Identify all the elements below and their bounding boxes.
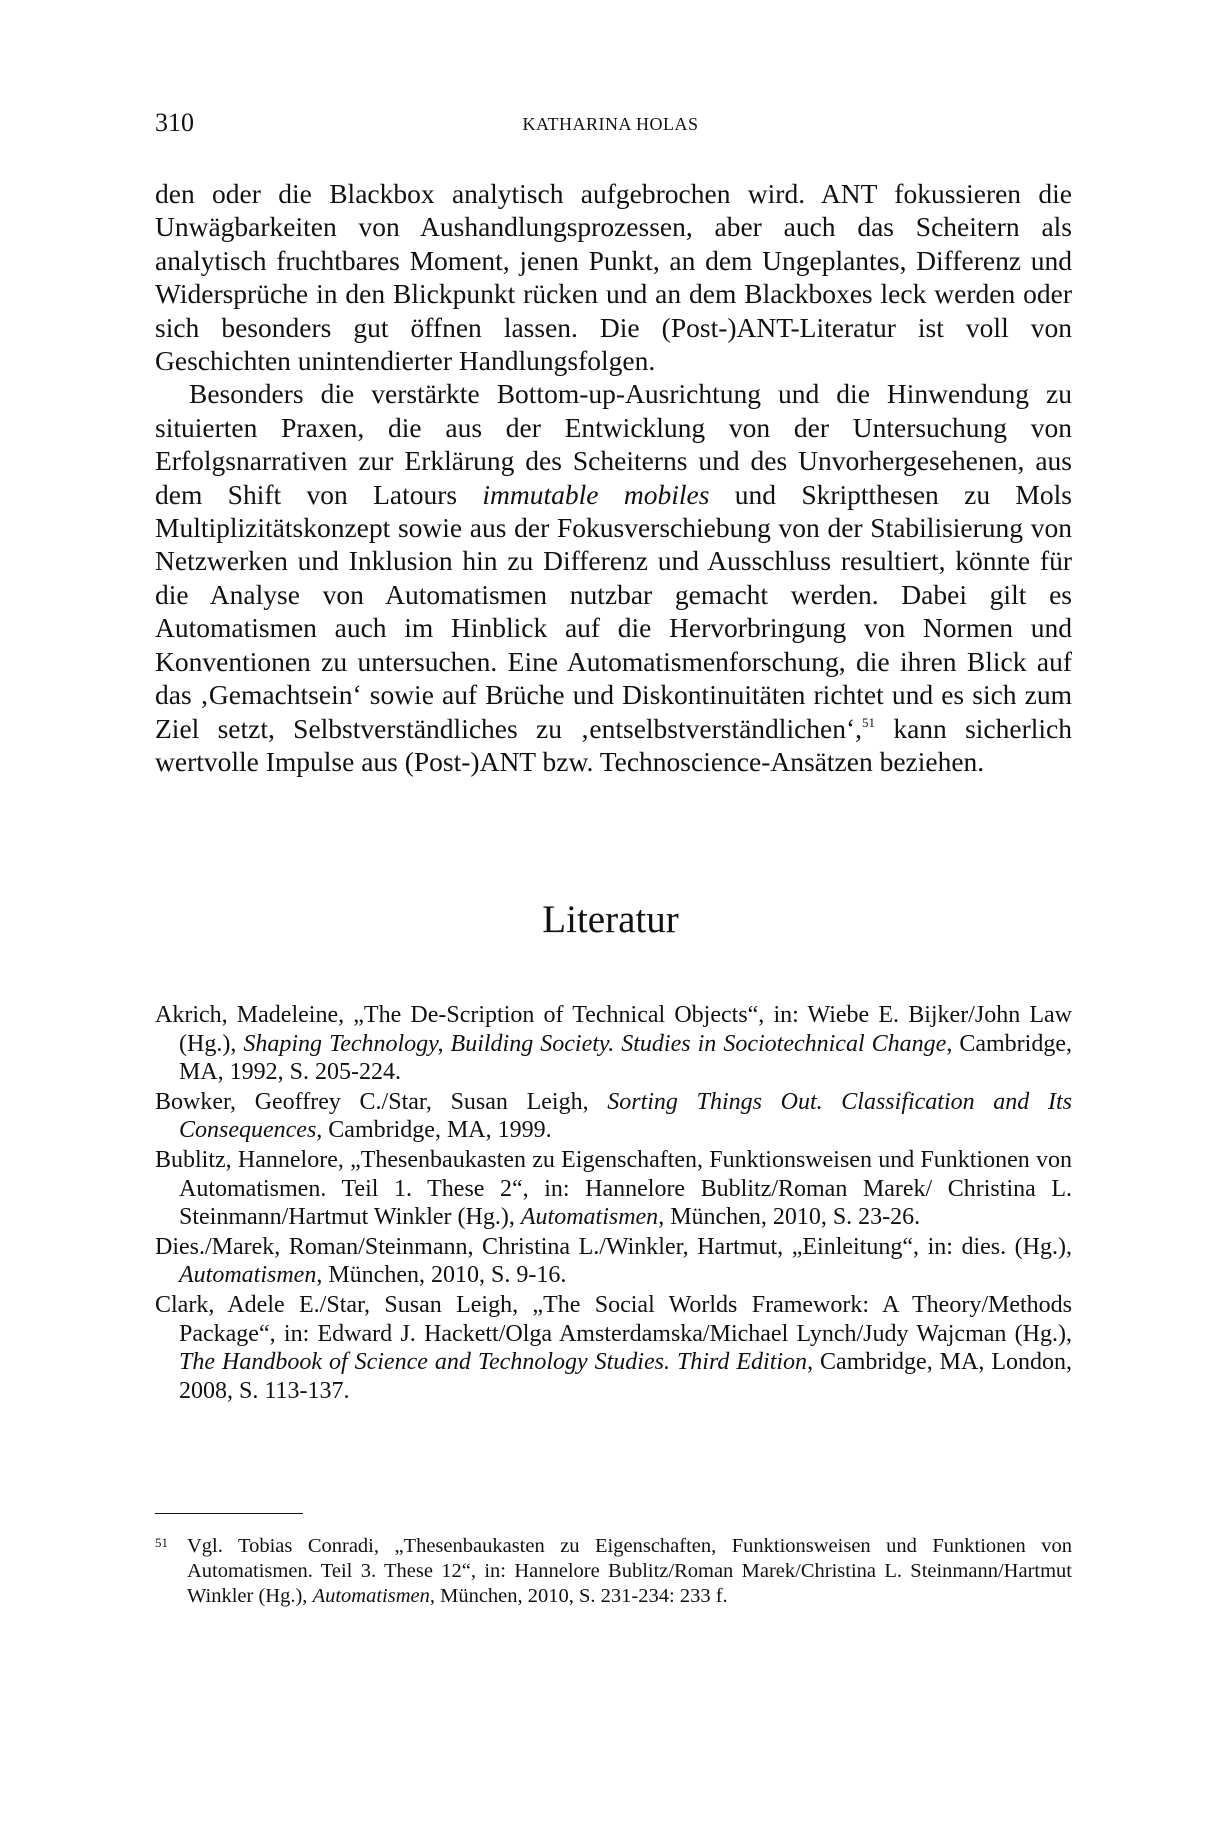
reference-entry	[155, 1146, 1072, 1232]
footnote	[155, 1534, 1072, 1609]
reference-title: Shaping Technology, Building Society. Studies in Sociotechnical Change	[243, 1030, 947, 1057]
footnote-text-part: Vgl. Tobias Conradi, „Thesenbaukasten zu Eigenschaften, Funktionsweisen und Funktionen von Automatismen. Teil 3. These 12“, in: Hannelore Bublitz/Roman Marek/Christina L. Steinmann/Hartmut Winkler (Hg.),	[187, 1535, 1072, 1607]
reference-entry	[155, 1291, 1072, 1405]
paragraph-2-part-c: kann sicherlich wertvolle Impulse aus (Post-)ANT bzw. Technoscience-Ansätzen beziehen.	[155, 712, 1072, 777]
body-text	[155, 177, 1072, 778]
paragraph-2-part-a: Besonders die verstärkte Bottom-up-Ausrichtung und die Hinwendung zu situierten Praxen, die aus der Entwicklung von der Untersuchung von Erfolgsnarrativen zur Erklärung des Scheiterns und des Unvorhergesehenen, aus dem Shift von Latours	[155, 378, 1072, 510]
reference-details: , München, 2010, S. 9-16.	[316, 1262, 567, 1289]
reference-details: , Cambridge, MA, 1999.	[316, 1117, 552, 1144]
paragraph-2	[155, 377, 1072, 778]
reference-details: , Cambridge, MA, 1992, S. 205-224.	[179, 1030, 1072, 1086]
reference-list	[155, 1001, 1072, 1406]
footnote-title: Automatismen	[312, 1585, 430, 1607]
reference-text: Akrich, Madeleine, „The De-Scription of Technical Objects“, in: Wiebe E. Bijker/John Law (Hg.),	[155, 1002, 1072, 1057]
paragraph-1: den oder die Blackbox analytisch aufgebrochen wird. ANT fokussieren die Unwägbarkeiten von Aushandlungsprozessen, aber auch das Scheitern als analytisch fruchtbares Moment, jenen Punkt, an dem Ungeplantes, Differenz und Widersprüche in den Blickpunkt rücken und an dem Blackboxes leck werden oder sich besonders gut öffnen lassen. Die (Post-)ANT-Literatur ist voll von Geschichten unintendierter Handlungsfolgen.	[155, 178, 1072, 377]
reference-details: , Cambridge, MA, London, 2008, S. 113-137.	[179, 1349, 1072, 1404]
footnote-divider	[155, 1513, 303, 1514]
reference-title: Sorting Things Out. Classification and Its Consequences	[179, 1088, 1072, 1144]
page-number: 310	[155, 108, 194, 137]
reference-text: Clark, Adele E./Star, Susan Leigh, „The Social Worlds Framework: A Theory/Methods Package“, in: Edward J. Hackett/Olga Amsterdamska/Michael Lynch/Judy Wajcman (Hg.),	[155, 1291, 1072, 1347]
footnote-number: 51	[155, 1535, 168, 1550]
reference-entry	[155, 1233, 1072, 1290]
reference-text: Bowker, Geoffrey C./Star, Susan Leigh,	[155, 1088, 608, 1115]
footnote-reference[interactable]: 51	[862, 714, 876, 730]
reference-title: The Handbook of Science and Technology Studies. Third Edition	[179, 1349, 808, 1376]
section-title-literatur: Literatur	[542, 898, 679, 941]
reference-title: Automatismen	[179, 1262, 317, 1289]
reference-text: Bublitz, Hannelore, „Thesenbaukasten zu Eigenschaften, Funktionsweisen und Funktionen von Automatismen. Teil 1. These 2“, in: Hannelore Bublitz/Roman Marek/ Christina L. Steinmann/Hartmut Winkler (Hg.),	[155, 1146, 1072, 1231]
reference-title: Automatismen	[520, 1204, 659, 1231]
reference-details: , München, 2010, S. 23-26.	[658, 1204, 921, 1231]
reference-entry	[155, 1001, 1072, 1087]
paragraph-2-part-b: und Skriptthesen zu Mols Multiplizitätskonzept sowie aus der Fokusverschiebung von der Stabilisierung von Netzwerken und Inklusion hin zu Differenz und Ausschluss resultiert, könnte für die Analyse von Automatismen nutzbar gemacht werden. Dabei gilt es Automatismen auch im Hinblick auf die Hervorbringung von Normen und Konventionen zu untersuchen. Eine Automatismenforschung, die ihren Blick auf das ‚Gemachtsein‘ sowie auf Brüche und Diskontinuitäten richtet und es sich zum Ziel setzt, Selbstverständliches zu ‚entselbstverständlichen‘,	[155, 478, 1072, 744]
paragraph-2-italic: immutable mobiles	[482, 478, 710, 510]
running-head: KATHARINA HOLAS	[522, 114, 699, 134]
footnote-text	[187, 1534, 1072, 1609]
footnote-details: , München, 2010, S. 231-234: 233 f.	[429, 1585, 728, 1607]
reference-text: Dies./Marek, Roman/Steinmann, Christina L./Winkler, Hartmut, „Einleitung“, in: dies. (Hg.),	[155, 1233, 1072, 1260]
reference-entry	[155, 1088, 1072, 1145]
